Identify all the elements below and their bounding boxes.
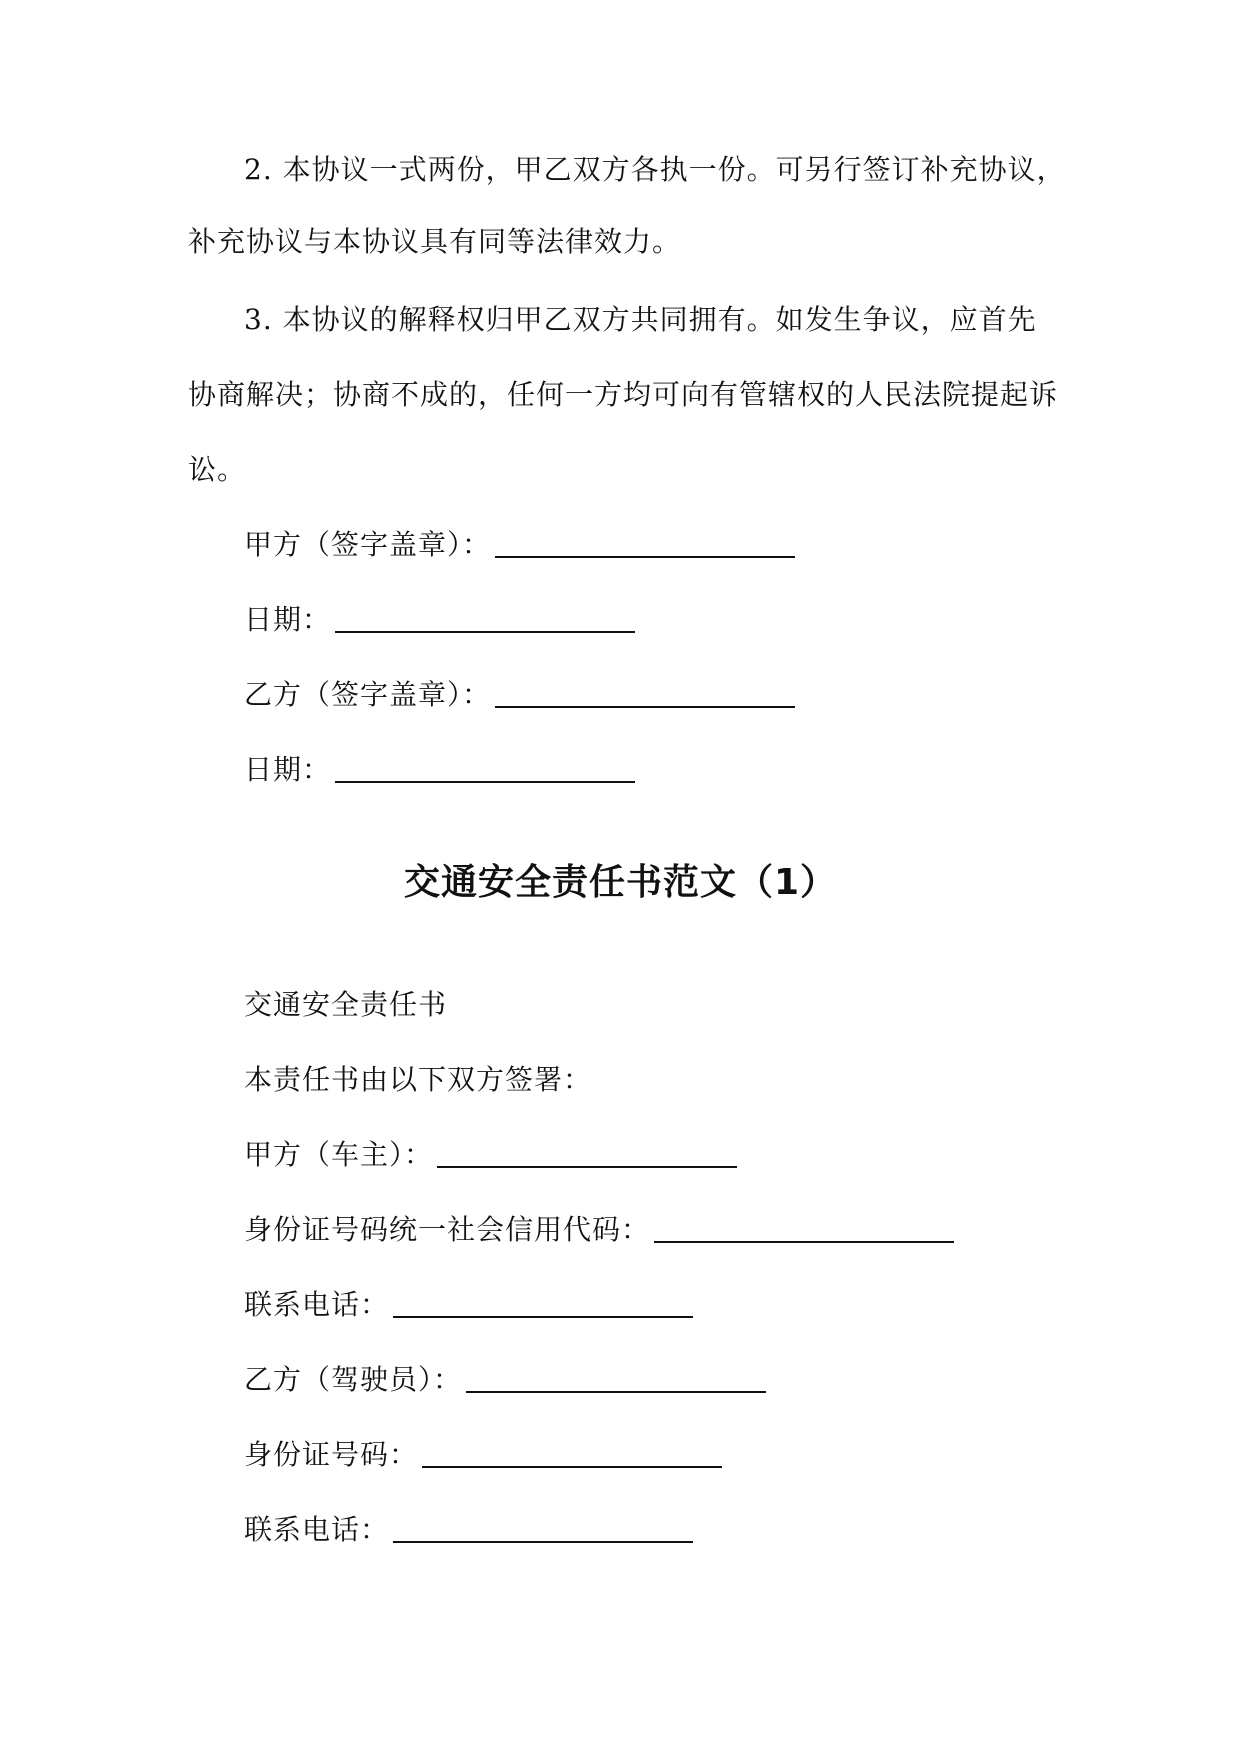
date-party-b-row bbox=[244, 750, 635, 790]
signature-party-a-blank[interactable] bbox=[495, 528, 795, 558]
clause-2-line-2 bbox=[188, 222, 681, 262]
party-a-row bbox=[244, 1135, 737, 1175]
party-b-id-label: 身份证号码： bbox=[244, 1438, 419, 1471]
clause-3-text-3: 讼。 bbox=[188, 453, 247, 486]
party-b-phone-row bbox=[244, 1510, 693, 1550]
date-party-a-label: 日期： bbox=[244, 603, 332, 636]
party-a-id-row bbox=[244, 1210, 954, 1250]
party-a-phone-row bbox=[244, 1285, 693, 1325]
party-b-id-blank[interactable] bbox=[422, 1438, 722, 1468]
signature-party-b-row bbox=[244, 675, 795, 715]
clause-3-line-2 bbox=[188, 375, 1058, 415]
section-title: 交通安全责任书范文（1） bbox=[403, 862, 838, 903]
party-b-phone-label: 联系电话： bbox=[244, 1513, 390, 1546]
intro-text: 本责任书由以下双方签署： bbox=[244, 1063, 593, 1096]
party-a-phone-label: 联系电话： bbox=[244, 1288, 390, 1321]
clause-3-line-3 bbox=[188, 450, 246, 490]
party-a-id-blank[interactable] bbox=[654, 1213, 954, 1243]
clause-2-text-1: 2. 本协议一式两份，甲乙双方各执一份。可另行签订补充协议， bbox=[244, 153, 1066, 186]
clause-2-line-1 bbox=[244, 150, 1066, 190]
party-b-phone-blank[interactable] bbox=[393, 1513, 693, 1543]
date-party-b-label: 日期： bbox=[244, 753, 332, 786]
party-b-blank[interactable] bbox=[466, 1363, 766, 1393]
signature-party-b-label: 乙方（签字盖章）： bbox=[244, 678, 492, 711]
party-a-blank[interactable] bbox=[437, 1138, 737, 1168]
document-name-row bbox=[244, 985, 447, 1025]
party-a-phone-blank[interactable] bbox=[393, 1288, 693, 1318]
date-party-b-blank[interactable] bbox=[335, 753, 635, 783]
clause-3-text-1: 3. 本协议的解释权归甲乙双方共同拥有。如发生争议，应首先 bbox=[244, 303, 1037, 336]
date-party-a-blank[interactable] bbox=[335, 603, 635, 633]
clause-2-text-2: 补充协议与本协议具有同等法律效力。 bbox=[188, 225, 682, 258]
party-b-id-row bbox=[244, 1435, 722, 1475]
signature-party-a-row bbox=[244, 525, 795, 565]
intro-row bbox=[244, 1060, 592, 1100]
signature-party-b-blank[interactable] bbox=[495, 678, 795, 708]
party-b-label: 乙方（驾驶员）： bbox=[244, 1363, 463, 1396]
clause-3-line-1 bbox=[244, 300, 1037, 340]
party-a-id-label: 身份证号码统一社会信用代码： bbox=[244, 1213, 651, 1246]
date-party-a-row bbox=[244, 600, 635, 640]
party-a-label: 甲方（车主）： bbox=[244, 1138, 434, 1171]
clause-3-text-2: 协商解决；协商不成的，任何一方均可向有管辖权的人民法院提起诉 bbox=[188, 378, 1059, 411]
document-name: 交通安全责任书 bbox=[244, 988, 448, 1021]
signature-party-a-label: 甲方（签字盖章）： bbox=[244, 528, 492, 561]
party-b-row bbox=[244, 1360, 766, 1400]
